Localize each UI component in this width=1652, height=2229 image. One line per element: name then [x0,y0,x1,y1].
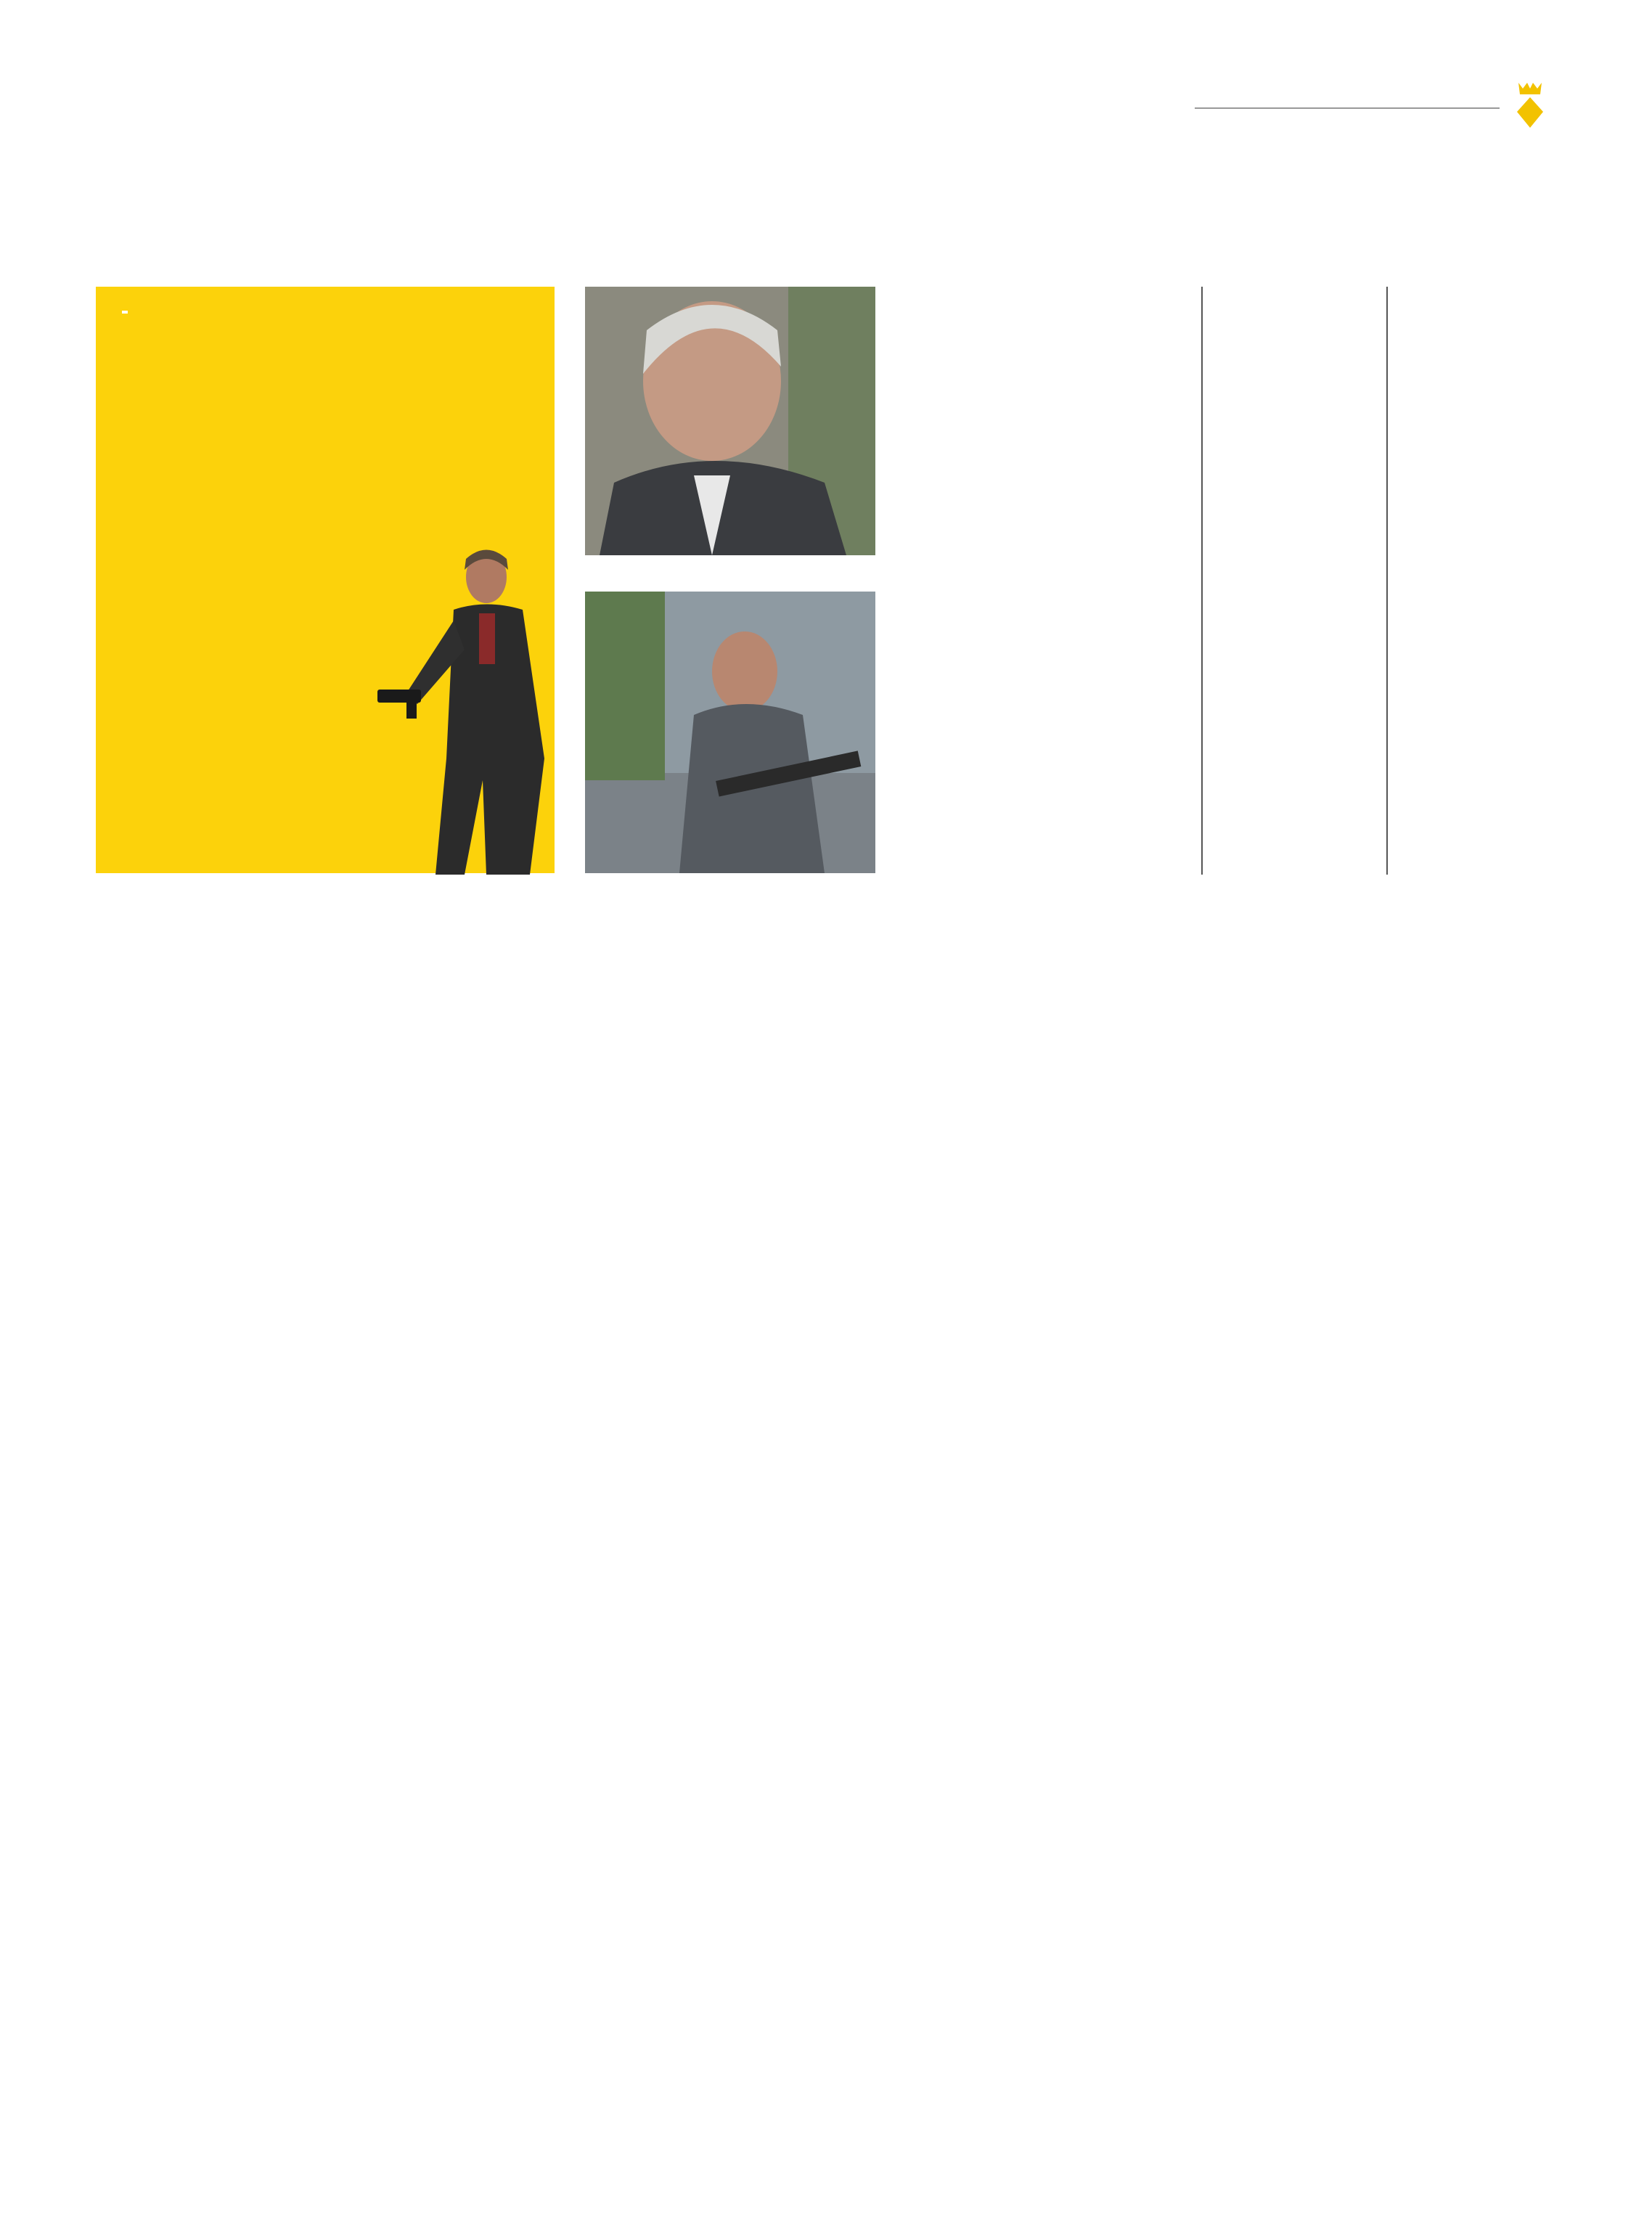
film-causa-justa [884,290,1178,299]
feature-kicker [122,311,128,314]
causa-justa-photo [585,287,875,555]
channel-radio-sbd [1399,289,1570,309]
column-divider [1386,287,1388,875]
reprisal-photo [585,592,875,873]
channel-paramount [1214,289,1375,309]
shield-logo-icon [1516,80,1545,131]
film-reprisal [884,588,1178,597]
column-divider [1201,287,1203,875]
actor-with-gun-photo [377,541,581,875]
masthead-rule [1195,107,1500,109]
